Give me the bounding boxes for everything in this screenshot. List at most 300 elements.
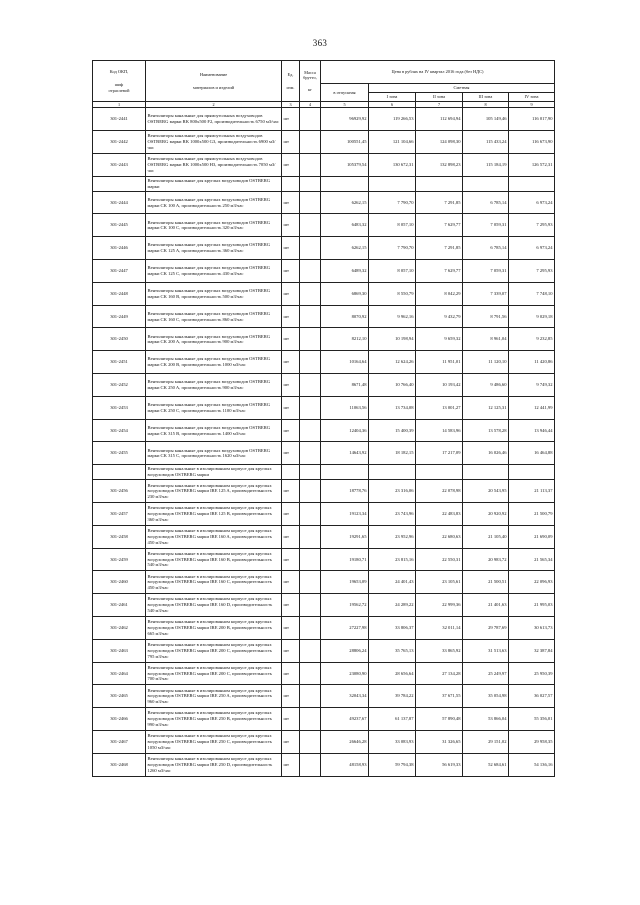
header-mass (300, 61, 321, 102)
table-row (93, 153, 555, 176)
row-name: Вентиляторы канальные для прямоугольных воздуховодов OSTBERG марки RK 800х500 F2, производительность 6750 м3/час (146, 108, 282, 131)
row-unit: шт (282, 442, 300, 465)
row-release-price: 14643,92 (321, 442, 369, 465)
row-zone-2-price: 32 011,14 (416, 616, 463, 639)
row-name: Вентиляторы канальные для круглых воздуховодов OSTBERG марки CK 250 A, производительность 900 м3/час (146, 374, 282, 397)
row-name: Вентиляторы канальные в изолированном корпусе для круглых воздуховодов OSTBERG марки IRE 125 A, производительность 230 м3/час (146, 480, 282, 503)
row-zone-2-price: 124 098,30 (416, 131, 463, 154)
row-mass (300, 548, 321, 571)
table-group-row (93, 176, 555, 191)
row-unit: шт (282, 237, 300, 260)
row-zone-1-price: 23 316,06 (369, 480, 416, 503)
header-code-line3: отраслевой (108, 87, 130, 93)
col-number: 1 (93, 102, 146, 108)
row-unit: шт (282, 639, 300, 662)
row-zone-3-price: 20 983,72 (463, 548, 509, 571)
row-unit: шт (282, 328, 300, 351)
row-name: Вентиляторы канальные в изолированном корпусе для круглых воздуховодов OSTBERG марки IRE 160 B, производительность 540 м3/час (146, 548, 282, 571)
row-mass (300, 525, 321, 548)
row-zone-4-price: 9 029,18 (509, 305, 555, 328)
header-estimate: Сметная (369, 84, 555, 93)
row-zone-3-price (463, 465, 509, 480)
row-mass (300, 191, 321, 214)
row-name: Вентиляторы канальные в изолированном корпусе для круглых воздуховодов OSTBERG марки IRE 200 B, производительность 665 м3/час (146, 616, 282, 639)
row-code: 301-2455 (93, 442, 146, 465)
table-row (93, 639, 555, 662)
row-zone-4-price: 32 387,84 (509, 639, 555, 662)
row-code: 301-2457 (93, 503, 146, 526)
row-name: Вентиляторы канальные в изолированном корпусе для круглых воздуховодов OSTBERG марки IRE 160 D, производительность 540 м3/час (146, 594, 282, 617)
row-zone-1-price: 121 104,66 (369, 131, 416, 154)
row-zone-3-price: 9 486,60 (463, 374, 509, 397)
row-unit: шт (282, 351, 300, 374)
row-name: Вентиляторы канальные для круглых воздуховодов OSTBERG марки CK 160 C, производительность 860 м3/час (146, 305, 282, 328)
row-code: 301-2445 (93, 214, 146, 237)
row-name: Вентиляторы канальные для прямоугольных воздуховодов OSTBERG марки RK 1000х500 H3, производительность 7050 м3/час (146, 153, 282, 176)
row-release-price (321, 465, 369, 480)
row-zone-3-price: 20 543,95 (463, 480, 509, 503)
row-zone-4-price: 9 232,85 (509, 328, 555, 351)
row-mass (300, 594, 321, 617)
row-unit: шт (282, 282, 300, 305)
row-zone-1-price: 7 790,70 (369, 191, 416, 214)
row-name: Вентиляторы канальные для круглых воздуховодов OSTBERG марки CK 315 C, производительность 1620 м3/час (146, 442, 282, 465)
row-mass (300, 753, 321, 776)
row-mass (300, 328, 321, 351)
row-release-price: 48158,93 (321, 753, 369, 776)
table-row (93, 662, 555, 685)
row-zone-1-price: 33 806,37 (369, 616, 416, 639)
row-zone-3-price: 105 149,46 (463, 108, 509, 131)
row-mass (300, 465, 321, 480)
row-mass (300, 662, 321, 685)
row-zone-4-price: 54 136,16 (509, 753, 555, 776)
row-zone-3-price: 52 684,61 (463, 753, 509, 776)
header-price: Цена в рублях на IV квартал 2016 года (без НДС) (321, 61, 555, 84)
table-row (93, 214, 555, 237)
row-zone-3-price: 29 787,69 (463, 616, 509, 639)
row-zone-3-price: 6 785,14 (463, 237, 509, 260)
row-name: Вентиляторы канальные в изолированном корпусе для круглых воздуховодов OSTBERG марки IRE 200 C, производительность 795 м3/час (146, 639, 282, 662)
row-code: 301-2467 (93, 730, 146, 753)
row-zone-3-price: 7 339,07 (463, 282, 509, 305)
row-code: 301-2461 (93, 594, 146, 617)
row-zone-4-price: 116 673,90 (509, 131, 555, 154)
row-zone-2-price: 7 629,77 (416, 260, 463, 283)
row-zone-1-price: 15 400,39 (369, 419, 416, 442)
row-unit: шт (282, 396, 300, 419)
row-zone-2-price: 22 550,31 (416, 548, 463, 571)
row-zone-3-price: 21 105,40 (463, 525, 509, 548)
table-row (93, 594, 555, 617)
row-mass (300, 374, 321, 397)
row-zone-2-price: 9 659,32 (416, 328, 463, 351)
row-unit: шт (282, 685, 300, 708)
row-zone-3-price: 7 059,31 (463, 214, 509, 237)
row-unit: шт (282, 374, 300, 397)
row-code: 301-2452 (93, 374, 146, 397)
row-zone-4-price: 21 690,09 (509, 525, 555, 548)
header-zone-3: III зона (463, 93, 509, 102)
row-unit: шт (282, 730, 300, 753)
row-zone-3-price: 115 184,19 (463, 153, 509, 176)
row-zone-1-price: 35 765,13 (369, 639, 416, 662)
row-zone-2-price: 13 001,27 (416, 396, 463, 419)
row-name: Вентиляторы канальные для круглых воздуховодов OSTBERG марки CK 250 C, производительность 1100 м3/час (146, 396, 282, 419)
row-unit: шт (282, 662, 300, 685)
header-mass-line2: брутто, (303, 75, 317, 81)
row-zone-1-price: 59 794,38 (369, 753, 416, 776)
row-mass (300, 282, 321, 305)
row-zone-1-price: 33 083,93 (369, 730, 416, 753)
row-name: Вентиляторы канальные для круглых воздуховодов OSTBERG марки CK 200 B, производительность 1000 м3/час (146, 351, 282, 374)
row-code: 301-2450 (93, 328, 146, 351)
row-zone-3-price (463, 176, 509, 191)
table-row (93, 191, 555, 214)
row-zone-1-price: 8 550,79 (369, 282, 416, 305)
row-mass (300, 214, 321, 237)
row-zone-4-price: 36 027,57 (509, 685, 555, 708)
row-name: Вентиляторы канальные для круглых воздуховодов OSTBERG марки CK 200 A, производительность 900 м3/час (146, 328, 282, 351)
header-unit-line1: Ед. (287, 71, 294, 77)
row-mass (300, 108, 321, 131)
row-code: 301-2454 (93, 419, 146, 442)
row-unit: шт (282, 480, 300, 503)
row-code: 301-2451 (93, 351, 146, 374)
row-zone-4-price: 16 464,88 (509, 442, 555, 465)
row-zone-2-price: 7 291,85 (416, 191, 463, 214)
col-number: 4 (300, 102, 321, 108)
table-row (93, 328, 555, 351)
row-zone-4-price: 21 500,79 (509, 503, 555, 526)
row-zone-4-price: 116 017,90 (509, 108, 555, 131)
row-unit: шт (282, 131, 300, 154)
row-mass (300, 396, 321, 419)
row-zone-3-price: 6 785,14 (463, 191, 509, 214)
row-unit: шт (282, 214, 300, 237)
row-zone-3-price: 11 120,10 (463, 351, 509, 374)
row-zone-2-price: 10 193,42 (416, 374, 463, 397)
row-code: 301-2453 (93, 396, 146, 419)
row-mass (300, 176, 321, 191)
table-row (93, 419, 555, 442)
row-code: 301-2468 (93, 753, 146, 776)
row-release-price: 32043,34 (321, 685, 369, 708)
row-zone-1-price: 9 962,16 (369, 305, 416, 328)
table-row (93, 396, 555, 419)
price-table (92, 60, 555, 777)
row-zone-4-price: 25 950,39 (509, 662, 555, 685)
row-zone-1-price: 8 057,10 (369, 214, 416, 237)
header-zone-2: II зона (416, 93, 463, 102)
row-code: 301-2460 (93, 571, 146, 594)
table-body (93, 108, 555, 776)
row-code (93, 176, 146, 191)
row-zone-4-price: 21 565,34 (509, 548, 555, 571)
header-name-line1: Наименование (199, 71, 228, 77)
row-mass (300, 305, 321, 328)
table-row (93, 525, 555, 548)
row-release-price: 6262,15 (321, 237, 369, 260)
col-number: 7 (416, 102, 463, 108)
row-zone-3-price: 53 866,04 (463, 708, 509, 731)
row-zone-3-price: 29 151,02 (463, 730, 509, 753)
row-unit: шт (282, 594, 300, 617)
row-release-price: 23080,90 (321, 662, 369, 685)
table-row (93, 305, 555, 328)
row-code: 301-2464 (93, 662, 146, 685)
row-code: 301-2446 (93, 237, 146, 260)
row-release-price: 11063,56 (321, 396, 369, 419)
row-zone-4-price: 7 295,93 (509, 260, 555, 283)
row-release-price: 28806,24 (321, 639, 369, 662)
row-zone-2-price: 14 583,96 (416, 419, 463, 442)
header-mass-line1: Масса (304, 69, 316, 75)
row-zone-1-price: 10 766,40 (369, 374, 416, 397)
row-mass (300, 708, 321, 731)
row-unit: шт (282, 260, 300, 283)
row-name: Вентиляторы канальные в изолированном корпусе для круглых воздуховодов OSTBERG марки IRE 125 B, производительность 360 м3/час (146, 503, 282, 526)
row-zone-2-price: 7 629,77 (416, 214, 463, 237)
table-row (93, 282, 555, 305)
row-zone-4-price: 126 572,31 (509, 153, 555, 176)
row-zone-2-price: 56 619,33 (416, 753, 463, 776)
row-code: 301-2459 (93, 548, 146, 571)
row-zone-4-price: 11 420,86 (509, 351, 555, 374)
row-zone-1-price: 39 784,22 (369, 685, 416, 708)
row-zone-2-price: 112 694,94 (416, 108, 463, 131)
row-mass (300, 480, 321, 503)
row-zone-2-price: 22 680,63 (416, 525, 463, 548)
row-code: 301-2444 (93, 191, 146, 214)
header-zone-4: IV зона (509, 93, 555, 102)
row-name: Вентиляторы канальные для прямоугольных воздуховодов OSTBERG марки RK 1000х500 G3, производительность 6900 м3/час (146, 131, 282, 154)
row-release-price: 105379,54 (321, 153, 369, 176)
row-release-price (321, 176, 369, 191)
header-unit-line2: изм. (286, 85, 295, 90)
row-release-price: 8671,48 (321, 374, 369, 397)
row-name: Вентиляторы канальные для круглых воздуховодов OSTBERG марки CK 315 B, производительность 1400 м3/час (146, 419, 282, 442)
row-zone-3-price: 21 401,63 (463, 594, 509, 617)
header-release: в отпускная (321, 84, 369, 102)
table-row (93, 351, 555, 374)
row-code: 301-2466 (93, 708, 146, 731)
row-zone-4-price: 21 995,03 (509, 594, 555, 617)
row-name: Вентиляторы канальные в изолированном корпусе для круглых воздуховодов OSTBERG марки (146, 465, 282, 480)
row-mass (300, 153, 321, 176)
row-zone-4-price: 29 958,35 (509, 730, 555, 753)
row-zone-2-price: 23 105,61 (416, 571, 463, 594)
table-row (93, 503, 555, 526)
row-zone-1-price: 28 656,64 (369, 662, 416, 685)
row-mass (300, 639, 321, 662)
row-release-price: 27227,98 (321, 616, 369, 639)
row-unit: шт (282, 191, 300, 214)
row-zone-3-price: 7 059,31 (463, 260, 509, 283)
row-zone-2-price (416, 176, 463, 191)
row-zone-4-price (509, 465, 555, 480)
row-zone-4-price: 12 441,99 (509, 396, 555, 419)
row-zone-2-price: 31 326,65 (416, 730, 463, 753)
row-mass (300, 730, 321, 753)
row-release-price: 8070,92 (321, 305, 369, 328)
row-name: Вентиляторы канальные для круглых воздуховодов OSTBERG марки CK 100 A, производительность 250 м3/час (146, 191, 282, 214)
row-mass (300, 442, 321, 465)
row-unit: шт (282, 503, 300, 526)
row-zone-1-price: 130 672,31 (369, 153, 416, 176)
row-release-price: 8212,10 (321, 328, 369, 351)
row-unit: шт (282, 753, 300, 776)
header-mass-line3: кг (308, 86, 312, 92)
col-number: 3 (282, 102, 300, 108)
row-zone-1-price: 8 057,10 (369, 260, 416, 283)
table-row (93, 571, 555, 594)
table-row (93, 753, 555, 776)
row-unit: шт (282, 419, 300, 442)
row-release-price: 6262,15 (321, 191, 369, 214)
col-number: 2 (146, 102, 282, 108)
row-zone-3-price: 20 920,92 (463, 503, 509, 526)
row-release-price: 49237,67 (321, 708, 369, 731)
row-zone-3-price: 115 433,24 (463, 131, 509, 154)
header-name-line2: материалов и изделий (192, 85, 235, 90)
table-row (93, 616, 555, 639)
row-zone-2-price: 22 483,83 (416, 503, 463, 526)
table-row (93, 131, 555, 154)
row-zone-3-price: 16 026,46 (463, 442, 509, 465)
row-release-price: 6483,32 (321, 214, 369, 237)
row-mass (300, 685, 321, 708)
row-zone-3-price: 13 578,28 (463, 419, 509, 442)
row-unit: шт (282, 571, 300, 594)
row-zone-1-price: 13 734,08 (369, 396, 416, 419)
row-code: 301-2441 (93, 108, 146, 131)
row-name: Вентиляторы канальные для круглых воздуховодов OSTBERG марки CK 125 A, производительность 360 м3/час (146, 237, 282, 260)
row-zone-2-price: 22 078,98 (416, 480, 463, 503)
row-zone-3-price: 8 791,56 (463, 305, 509, 328)
row-code: 301-2448 (93, 282, 146, 305)
row-zone-4-price: 7 748,10 (509, 282, 555, 305)
row-unit: шт (282, 153, 300, 176)
header-code-line1: Код ОКП, (109, 68, 129, 74)
row-code: 301-2456 (93, 480, 146, 503)
row-unit: шт (282, 305, 300, 328)
row-unit: шт (282, 525, 300, 548)
table-header (93, 61, 555, 108)
row-zone-4-price: 6 973,24 (509, 191, 555, 214)
row-zone-1-price: 24 289,22 (369, 594, 416, 617)
row-zone-2-price: 7 291,85 (416, 237, 463, 260)
row-zone-2-price: 57 890,48 (416, 708, 463, 731)
row-zone-4-price: 22 096,93 (509, 571, 555, 594)
row-zone-1-price: 23 952,96 (369, 525, 416, 548)
row-code: 301-2447 (93, 260, 146, 283)
row-zone-4-price: 55 356,01 (509, 708, 555, 731)
row-unit: шт (282, 108, 300, 131)
row-release-price: 6869,30 (321, 282, 369, 305)
header-code (93, 61, 146, 102)
table-row (93, 260, 555, 283)
row-release-price: 6489,32 (321, 260, 369, 283)
row-code (93, 465, 146, 480)
row-mass (300, 131, 321, 154)
row-name: Вентиляторы канальные в изолированном корпусе для круглых воздуховодов OSTBERG марки IRE 250 A, производительность 960 м3/час (146, 685, 282, 708)
table-row (93, 480, 555, 503)
row-zone-2-price (416, 465, 463, 480)
row-code: 301-2458 (93, 525, 146, 548)
header-zone-1: I зона (369, 93, 416, 102)
row-zone-4-price: 13 946,44 (509, 419, 555, 442)
header-unit (282, 61, 300, 102)
row-code: 301-2465 (93, 685, 146, 708)
row-release-price: 10164,64 (321, 351, 369, 374)
row-zone-1-price: 18 182,15 (369, 442, 416, 465)
table-group-row (93, 465, 555, 480)
row-mass (300, 351, 321, 374)
header-name (146, 61, 282, 102)
row-release-price: 19653,09 (321, 571, 369, 594)
row-zone-1-price: 23 743,96 (369, 503, 416, 526)
row-name: Вентиляторы канальные в изолированном корпусе для круглых воздуховодов OSTBERG марки IRE 250 C, производительность 1050 м3/час (146, 730, 282, 753)
row-unit (282, 465, 300, 480)
row-mass (300, 260, 321, 283)
row-unit: шт (282, 708, 300, 731)
row-zone-2-price: 132 898,23 (416, 153, 463, 176)
row-zone-3-price: 35 054,98 (463, 685, 509, 708)
row-mass (300, 419, 321, 442)
row-zone-3-price: 8 961,04 (463, 328, 509, 351)
table-row (93, 237, 555, 260)
row-code: 301-2462 (93, 616, 146, 639)
row-zone-1-price: 10 198,94 (369, 328, 416, 351)
row-zone-2-price: 27 134,28 (416, 662, 463, 685)
row-code: 301-2443 (93, 153, 146, 176)
row-release-price: 26646,28 (321, 730, 369, 753)
table-row (93, 685, 555, 708)
row-name: Вентиляторы канальные в изолированном корпусе для круглых воздуховодов OSTBERG марки IRE 160 A, производительность 450 м3/час (146, 525, 282, 548)
row-release-price: 19180,71 (321, 548, 369, 571)
row-zone-1-price: 12 624,26 (369, 351, 416, 374)
row-code: 301-2463 (93, 639, 146, 662)
row-zone-1-price: 119 266,53 (369, 108, 416, 131)
row-release-price: 19123,34 (321, 503, 369, 526)
row-mass (300, 616, 321, 639)
row-name: Вентиляторы канальные в изолированном корпусе для круглых воздуховодов OSTBERG марки IRE 200 C, производительность 700 м3/час (146, 662, 282, 685)
header-code-line2: шиф (114, 82, 124, 88)
table-row (93, 374, 555, 397)
row-zone-1-price: 23 815,16 (369, 548, 416, 571)
table-row (93, 442, 555, 465)
row-zone-4-price: 30 613,73 (509, 616, 555, 639)
row-zone-2-price: 9 432,79 (416, 305, 463, 328)
row-zone-2-price: 22 999,36 (416, 594, 463, 617)
row-name: Вентиляторы канальные для круглых воздуховодов OSTBERG марки CK 100 C, производительность 320 м3/час (146, 214, 282, 237)
row-release-price: 19562,72 (321, 594, 369, 617)
row-name: Вентиляторы канальные в изолированном корпусе для круглых воздуховодов OSTBERG марки IRE 250 B, производительность 990 м3/час (146, 708, 282, 731)
row-zone-4-price: 6 973,24 (509, 237, 555, 260)
row-unit (282, 176, 300, 191)
page-number: 363 (312, 38, 328, 48)
table-row (93, 730, 555, 753)
row-zone-1-price: 61 137,87 (369, 708, 416, 731)
col-number: 9 (509, 102, 555, 108)
row-code: 301-2442 (93, 131, 146, 154)
row-release-price: 96929,92 (321, 108, 369, 131)
row-mass (300, 503, 321, 526)
row-zone-1-price: 7 790,70 (369, 237, 416, 260)
row-code: 301-2449 (93, 305, 146, 328)
row-zone-1-price (369, 176, 416, 191)
